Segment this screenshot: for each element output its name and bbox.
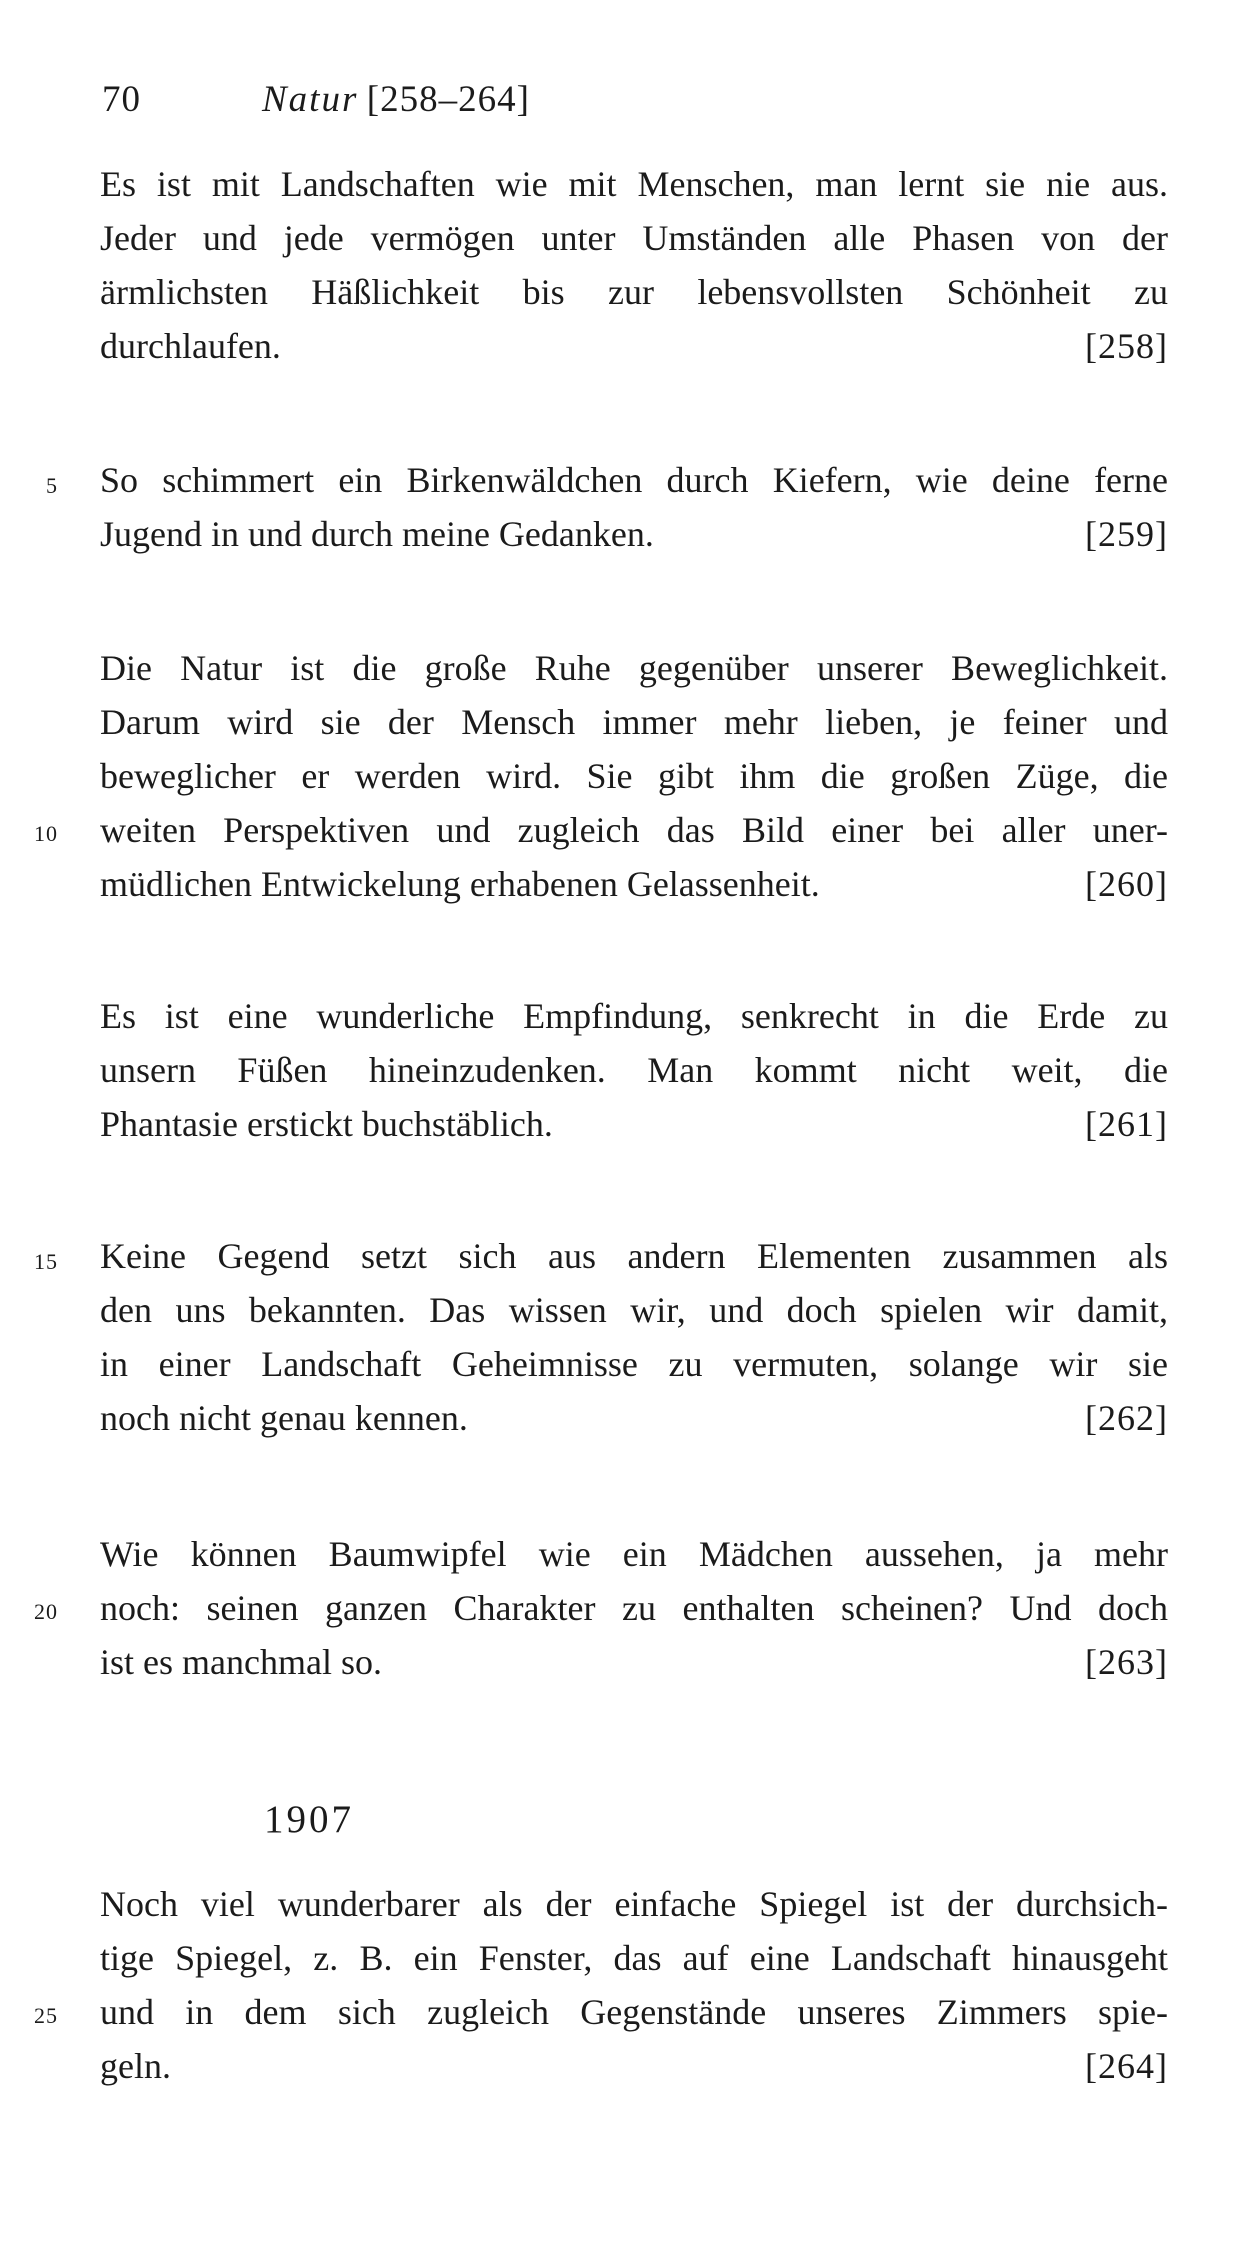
text-line: den uns bekannten. Das wissen wir, und doch spielen wir damit, bbox=[100, 1290, 1168, 1330]
text-line: Es ist mit Landschaften wie mit Menschen, man lernt sie nie aus. bbox=[100, 164, 1168, 204]
entry-reference: [261] bbox=[1085, 1104, 1168, 1144]
entry-reference: [264] bbox=[1085, 2046, 1168, 2086]
text-line: noch: seinen ganzen Charakter zu enthalten scheinen? Und doch bbox=[100, 1588, 1168, 1628]
text-line: Darum wird sie der Mensch immer mehr lieben, je feiner und bbox=[100, 702, 1168, 742]
running-header bbox=[102, 78, 530, 121]
text-line: müdlichen Entwickelung erhabenen Gelassenheit. bbox=[100, 864, 820, 904]
entry-range: [258–264] bbox=[366, 79, 530, 120]
text-line: unsern Füßen hineinzudenken. Man kommt nicht weit, die bbox=[100, 1050, 1168, 1090]
text-line: Phantasie erstickt buchstäblich. bbox=[100, 1104, 553, 1144]
text-line: Keine Gegend setzt sich aus andern Elementen zusammen als bbox=[100, 1236, 1168, 1276]
entry-reference: [260] bbox=[1085, 864, 1168, 904]
text-line: Jugend in und durch meine Gedanken. bbox=[100, 514, 654, 554]
text-line: Wie können Baumwipfel wie ein Mädchen aussehen, ja mehr bbox=[100, 1534, 1168, 1574]
line-number: 15 bbox=[34, 1249, 58, 1274]
line-number: 20 bbox=[34, 1599, 58, 1624]
text-line: durchlaufen. bbox=[100, 326, 281, 366]
text-line: tige Spiegel, z. B. ein Fenster, das auf eine Landschaft hinausgeht bbox=[100, 1938, 1168, 1978]
text-line: noch nicht genau kennen. bbox=[100, 1398, 468, 1438]
text-line: Jeder und jede vermögen unter Umständen alle Phasen von der bbox=[100, 218, 1168, 258]
text-line: und in dem sich zugleich Gegenstände unseres Zimmers spie- bbox=[100, 1992, 1168, 2032]
text-line: Es ist eine wunderliche Empfindung, senkrecht in die Erde zu bbox=[100, 996, 1168, 1036]
text-line: Noch viel wunderbarer als der einfache Spiegel ist der durchsich- bbox=[100, 1884, 1168, 1924]
text-line: geln. bbox=[100, 2046, 171, 2086]
entry-reference: [259] bbox=[1085, 514, 1168, 554]
text-line: Die Natur ist die große Ruhe gegenüber unserer Beweglichkeit. bbox=[100, 648, 1168, 688]
line-number: 25 bbox=[34, 2003, 58, 2028]
line-number: 10 bbox=[34, 821, 58, 846]
text-line: weiten Perspektiven und zugleich das Bild einer bei aller uner- bbox=[100, 810, 1168, 850]
entry-reference: [258] bbox=[1085, 326, 1168, 366]
year-heading: 1907 bbox=[264, 1798, 354, 1841]
text-line: ärmlichsten Häßlichkeit bis zur lebensvollsten Schönheit zu bbox=[100, 272, 1168, 312]
text-line: ist es manchmal so. bbox=[100, 1642, 382, 1682]
entry-reference: [262] bbox=[1085, 1398, 1168, 1438]
text-line: So schimmert ein Birkenwäldchen durch Kiefern, wie deine ferne bbox=[100, 460, 1168, 500]
text-line: in einer Landschaft Geheimnisse zu vermuten, solange wir sie bbox=[100, 1344, 1168, 1384]
entry-reference: [263] bbox=[1085, 1642, 1168, 1682]
text-line: beweglicher er werden wird. Sie gibt ihm die großen Züge, die bbox=[100, 756, 1168, 796]
page-number: 70 bbox=[102, 79, 141, 120]
section-title: Natur bbox=[262, 79, 359, 120]
line-number: 5 bbox=[46, 473, 58, 498]
